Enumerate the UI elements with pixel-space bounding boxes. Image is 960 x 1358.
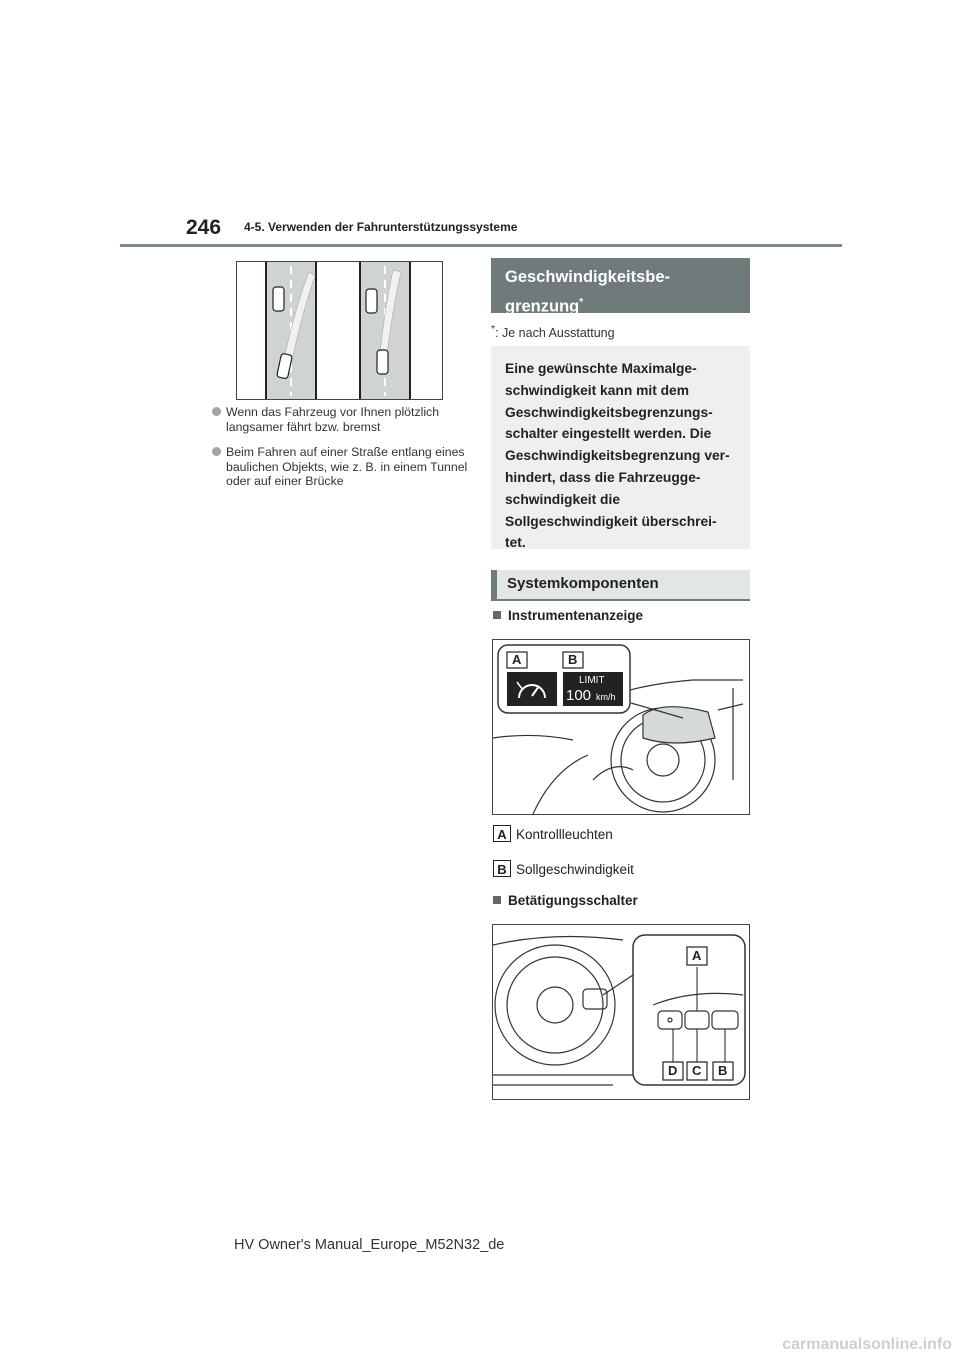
section-header [491,258,750,316]
subsection-header: Systemkomponenten [491,570,750,601]
dashboard-drawing [493,640,749,814]
bullet-dot-icon [212,407,221,416]
bullet-item [212,445,478,491]
chapter-title: 4-5. Verwenden der Fahrunterstützungssysteme [244,220,518,234]
info-line: schwindigkeit die [505,491,620,507]
footer-manual-name: HV Owner's Manual_Europe_M52N32_de [234,1237,505,1253]
info-line: Geschwindigkeitsbegrenzung ver- [505,448,730,464]
section-title-star: * [579,297,584,308]
switch-label-a: A [692,948,702,963]
bullet-text: Wenn das Fahrzeug vor Ihnen plötzlich langsamer fährt bzw. bremst [226,405,440,434]
footnote-text: : Je nach Ausstattung [495,326,615,341]
header-rule [120,244,842,247]
lane-drawing [237,262,442,399]
switch-label-c: C [692,1063,702,1078]
footnote-star: * [491,324,496,335]
speed-unit: km/h [596,692,616,702]
legend-key: A [493,825,511,842]
info-line: tet. [505,535,526,551]
instrument-heading-text: Instrumentenanzeige [508,608,644,623]
legend-row [493,860,634,877]
cluster-label-a: A [512,652,522,667]
legend-key: B [493,860,511,877]
switch-illustration [492,924,750,1100]
legend-text: Kontrollleuchten [516,827,613,842]
bullet-item [212,405,478,435]
steering-wheel-drawing [493,925,749,1099]
switch-label-b: B [718,1063,728,1078]
info-line: schalter eingestellt werden. Die [505,426,712,442]
instrument-cluster-illustration [492,639,750,815]
cluster-label-b: B [568,652,578,667]
bullet-dot-icon [212,447,221,456]
info-line: Geschwindigkeitsbegrenzungs- [505,404,713,420]
info-line: schwindigkeit kann mit dem [505,382,689,398]
legend-row [493,825,613,842]
info-box [491,346,750,549]
lane-illustration [236,261,443,400]
instrument-heading [493,608,643,623]
section-title-line2: grenzung [505,297,580,316]
square-bullet-icon [493,611,501,619]
switch-heading-text: Betätigungsschalter [508,893,638,908]
watermark: carmanualsonline.info [782,1336,952,1353]
bullet-text: Beim Fahren auf einer Straße entlang eines baulichen Objekts, wie z. B. in einem Tunnel oder auf einer Brücke [226,445,468,488]
info-line: Eine gewünschte Maximalge- [505,361,697,376]
page-number: 246 [186,216,222,239]
info-line: Sollgeschwindigkeit überschrei- [505,513,717,529]
switch-label-d: D [668,1063,678,1078]
limit-label: LIMIT [579,675,605,686]
footnote [491,324,615,340]
info-line: hindert, dass die Fahrzeugge- [505,469,701,485]
switch-heading [493,893,638,908]
speed-value: 100 [566,687,592,704]
square-bullet-icon [493,896,501,904]
section-title-line1: Geschwindigkeitsbe- [505,268,671,286]
legend-text: Sollgeschwindigkeit [516,862,634,877]
